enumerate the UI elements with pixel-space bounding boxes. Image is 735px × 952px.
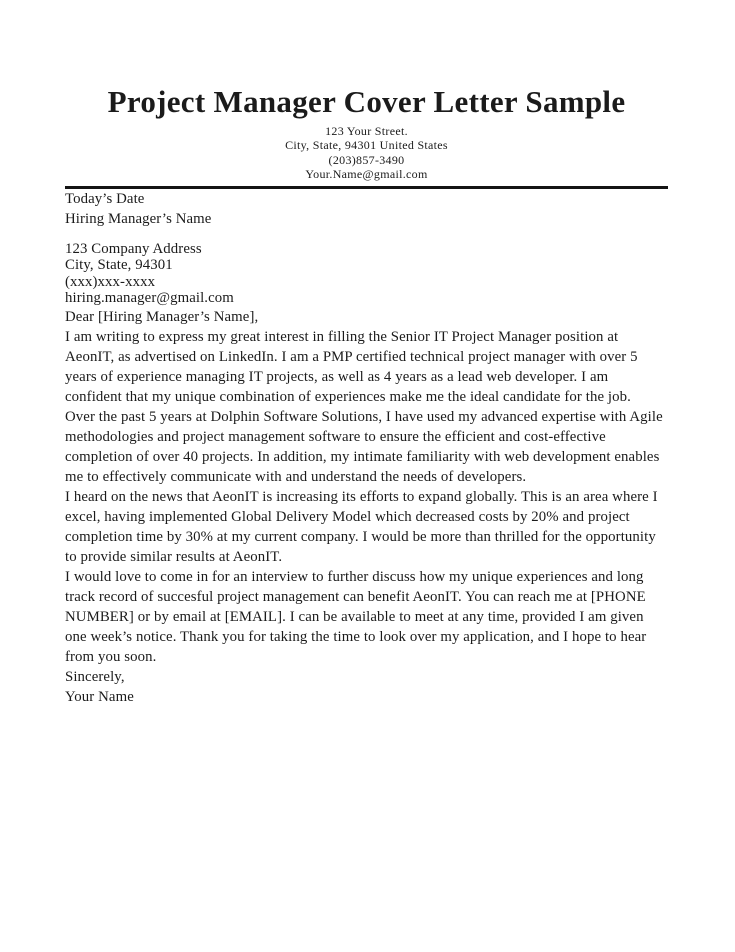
closing: Sincerely, — [65, 668, 125, 685]
paragraph-experience: Over the past 5 years at Dolphin Software Solutions, I have used my advanced expertise with Agile methodologies and project management software to ensure the efficient and cost-effective completion of over 40 projects. In addition, my intimate familiarity with web development enables me to effectively communicate with and understand the needs of developers. — [65, 408, 663, 485]
recipient-name: Hiring Manager’s Name — [65, 210, 212, 227]
letter-title: Project Manager Cover Letter Sample — [107, 84, 626, 119]
paragraph-interview-request: I would love to come in for an interview to further discuss how my unique experiences and long track record of succesful project management can benefit AeonIT. You can reach me at [PHONE NUMBER] or by email at [EMAIL]. I can be available to meet at any time, provided I am given one week’s notice. Thank you for taking the time to look over my application, and I hope to hear from you soon. — [65, 568, 647, 665]
recipient-email: hiring.manager@gmail.com — [65, 290, 234, 307]
sender-email: Your.Name@gmail.com — [305, 166, 428, 181]
recipient-phone: (xxx)xxx-xxxx — [65, 273, 156, 290]
letter-body — [65, 189, 668, 707]
recipient-city-state: City, State, 94301 — [65, 257, 173, 274]
date-line: Today’s Date — [65, 190, 145, 207]
salutation: Dear [Hiring Manager’s Name], — [65, 308, 259, 325]
sender-street: 123 Your Street. — [325, 124, 408, 139]
signature: Your Name — [65, 688, 134, 705]
paragraph-introduction: I am writing to express my great interest in filling the Senior IT Project Manager position at AeonIT, as advertised on LinkedIn. I am a PMP certified technical project manager with over 5 years of experience managing IT projects, as well as 4 years as a lead web developer. I am confident that my unique combination of experiences make me the ideal candidate for the job. — [65, 328, 638, 405]
recipient-street: 123 Company Address — [65, 240, 202, 257]
recipient-address-block — [65, 241, 668, 307]
letterhead — [65, 85, 668, 189]
paragraph-expansion: I heard on the news that AeonIT is increasing its efforts to expand globally. This is an area where I excel, having implemented Global Delivery Model which decreased costs by 20% and project completion time by 30% at my current company. I would be more than thrilled for the opportunity to provide similar results at AeonIT. — [65, 488, 658, 565]
sender-contact-block — [65, 124, 668, 181]
sender-city-state: City, State, 94301 United States — [285, 138, 448, 153]
sender-phone: (203)857-3490 — [328, 152, 405, 167]
